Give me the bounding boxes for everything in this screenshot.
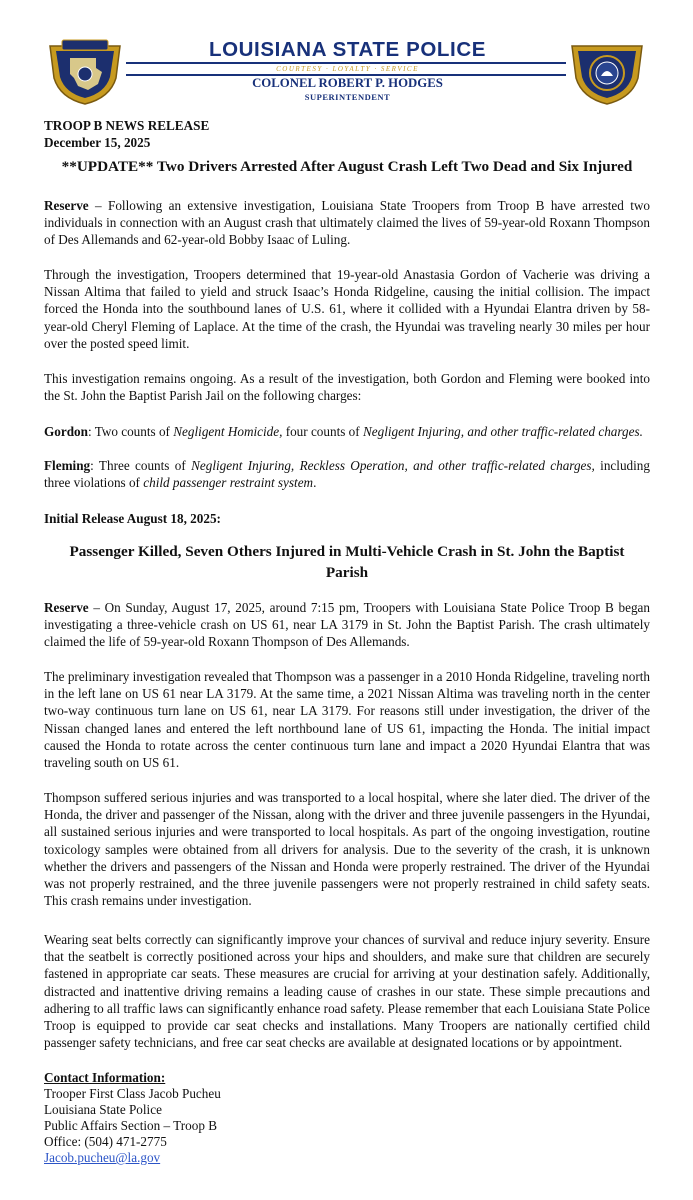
release-date: December 15, 2025 xyxy=(44,135,151,150)
release-paragraph-3: This investigation remains ongoing. As a result of the investigation, both Gordon and Fleming were booked into the St. John the Baptist Parish Jail on the following charges: xyxy=(44,371,650,404)
fleming-charge-1: Negligent Injuring, Reckless Operation, and other traffic-related charges, xyxy=(191,458,595,473)
state-seal-logo-icon xyxy=(566,38,648,106)
release-paragraph-1 xyxy=(44,197,650,249)
initial-release-label: Initial Release August 18, 2025: xyxy=(44,511,221,526)
initial-paragraph-1-text: – On Sunday, August 17, 2025, around 7:15 pm, Troopers with Louisiana State Police Troop B began investigating a three-vehicle crash on US 61, near LA 3179 in St. John the Baptist Parish. The crash ultimately claimed the life of 59-year-old Roxann Thompson of Des Allemands. xyxy=(44,600,650,650)
gordon-name: Gordon xyxy=(44,424,88,439)
agency-motto: COURTESY · LOYALTY · SERVICE xyxy=(276,65,419,73)
gordon-charges xyxy=(44,423,650,440)
location-lead: Reserve xyxy=(44,198,89,213)
gordon-text-2: four counts of xyxy=(282,424,363,439)
initial-paragraph-4: Wearing seat belts correctly can significantly improve your chances of survival and reduce injury severity. Ensure that the seatbelt is correctly positioned across your hips and shoulders, and make sure that children are securely fastened in appropriate car seats. These measures are crucial for arriving at your destination safely. Additionally, distracted and inattentive driving remains a leading cause of crashes in our state. These simple precautions and adhering to all traffic laws can significantly enhance road safety. Please remember that each Louisiana State Police Troop is equipped to provide car seat checks and installations. Many Troopers are nationally certified child passenger safety technicians, and free car seat checks are available at designated locations or by appointment. xyxy=(44,932,650,1051)
fleming-text-1: : Three counts of xyxy=(90,458,192,473)
initial-paragraph-1 xyxy=(44,599,650,651)
fleming-charge-2: child passenger restraint system xyxy=(143,475,314,491)
initial-headline-line-2: Parish xyxy=(325,564,369,581)
fleming-name: Fleming xyxy=(44,458,91,473)
colonel-name: COLONEL ROBERT P. HODGES xyxy=(252,76,443,90)
fleming-text-2: including three violations of xyxy=(44,458,650,491)
gordon-charge-2: Negligent Injuring, and other traffic-related charges. xyxy=(362,424,643,439)
contact-org: Louisiana State Police xyxy=(44,1102,162,1117)
contact-section: Public Affairs Section – Troop B xyxy=(44,1118,218,1133)
initial-paragraph-2: The preliminary investigation revealed that Thompson was a passenger in a 2010 Honda Ridgeline, traveling north in the left lane on US 61 near LA 3179. At the same time, a 2021 Nissan Altima was traveling north in the center two-way continuous turn lane on US 61, near LA 3179. For reasons still under investigation, the driver of the Nissan changed lanes and entered the left northbound lane of US 61, impacting the Honda. The initial impact caused the Honda to rotate across the center continuous turn lane and impact a 2020 Hyundai Elantra that was traveling south on US 61. xyxy=(44,669,650,771)
initial-paragraph-3: Thompson suffered serious injuries and was transported to a local hospital, where she later died. The driver of the Honda, the driver and passenger of the Nissan, along with the driver and three juvenile passengers in the Hyundai, all sustained serious injuries and were transported to local hospitals. As part of the ongoing investigation, routine toxicology samples were obtained from all drivers for analysis. Due to the severity of the crash, it is unknown whether the drivers and passengers of the Nissan and Honda were properly restrained. The driver of the Hyundai was not properly restrained, and the three juvenile passengers were not properly restrained in child safety seats. This crash remains under investigation. xyxy=(44,790,650,909)
release-paragraph-1-text: – Following an extensive investigation, Louisiana State Troopers from Troop B have arrested two individuals in connection with an August crash that ultimately claimed the lives of 59-year-old Roxann Thompson of Des Allemands and 62-year-old Bobby Isaac of Luling. xyxy=(44,198,650,248)
fleming-charges xyxy=(44,457,650,491)
troop-badge-logo-icon xyxy=(44,38,126,106)
header-rule-top xyxy=(126,62,566,64)
fleming-text-3: . xyxy=(313,475,317,491)
initial-headline-line-1: Passenger Killed, Seven Others Injured in Multi-Vehicle Crash in St. John the Baptist xyxy=(69,543,625,560)
release-label: TROOP B NEWS RELEASE xyxy=(44,118,210,133)
contact-email-link[interactable]: Jacob.pucheu@la.gov xyxy=(44,1150,161,1165)
superintendent-title: SUPERINTENDENT xyxy=(304,92,391,102)
release-paragraph-2: Through the investigation, Troopers determined that 19-year-old Anastasia Gordon of Vacherie was driving a Nissan Altima that failed to yield and struck Isaac’s Honda Ridgeline, causing the initial collision. The impact forced the Honda into the southbound lanes of U.S. 61, where it collided with a Hyundai Elantra driven by 58-year-old Cheryl Fleming of Laplace. At the time of the crash, the Hyundai was traveling nearly 30 miles per hour over the posted speed limit. xyxy=(44,267,650,351)
contact-name: Trooper First Class Jacob Pucheu xyxy=(44,1086,221,1101)
gordon-charge-1: Negligent Homicide, xyxy=(173,424,283,439)
release-headline: **UPDATE** Two Drivers Arrested After August Crash Left Two Dead and Six Injured xyxy=(61,158,633,175)
gordon-text-1: : Two counts of xyxy=(87,424,174,439)
contact-label: Contact Information: xyxy=(44,1070,166,1085)
contact-office-phone: Office: (504) 471-2775 xyxy=(44,1134,167,1149)
initial-location-lead: Reserve xyxy=(44,600,89,615)
agency-title: LOUISIANA STATE POLICE xyxy=(208,38,487,61)
